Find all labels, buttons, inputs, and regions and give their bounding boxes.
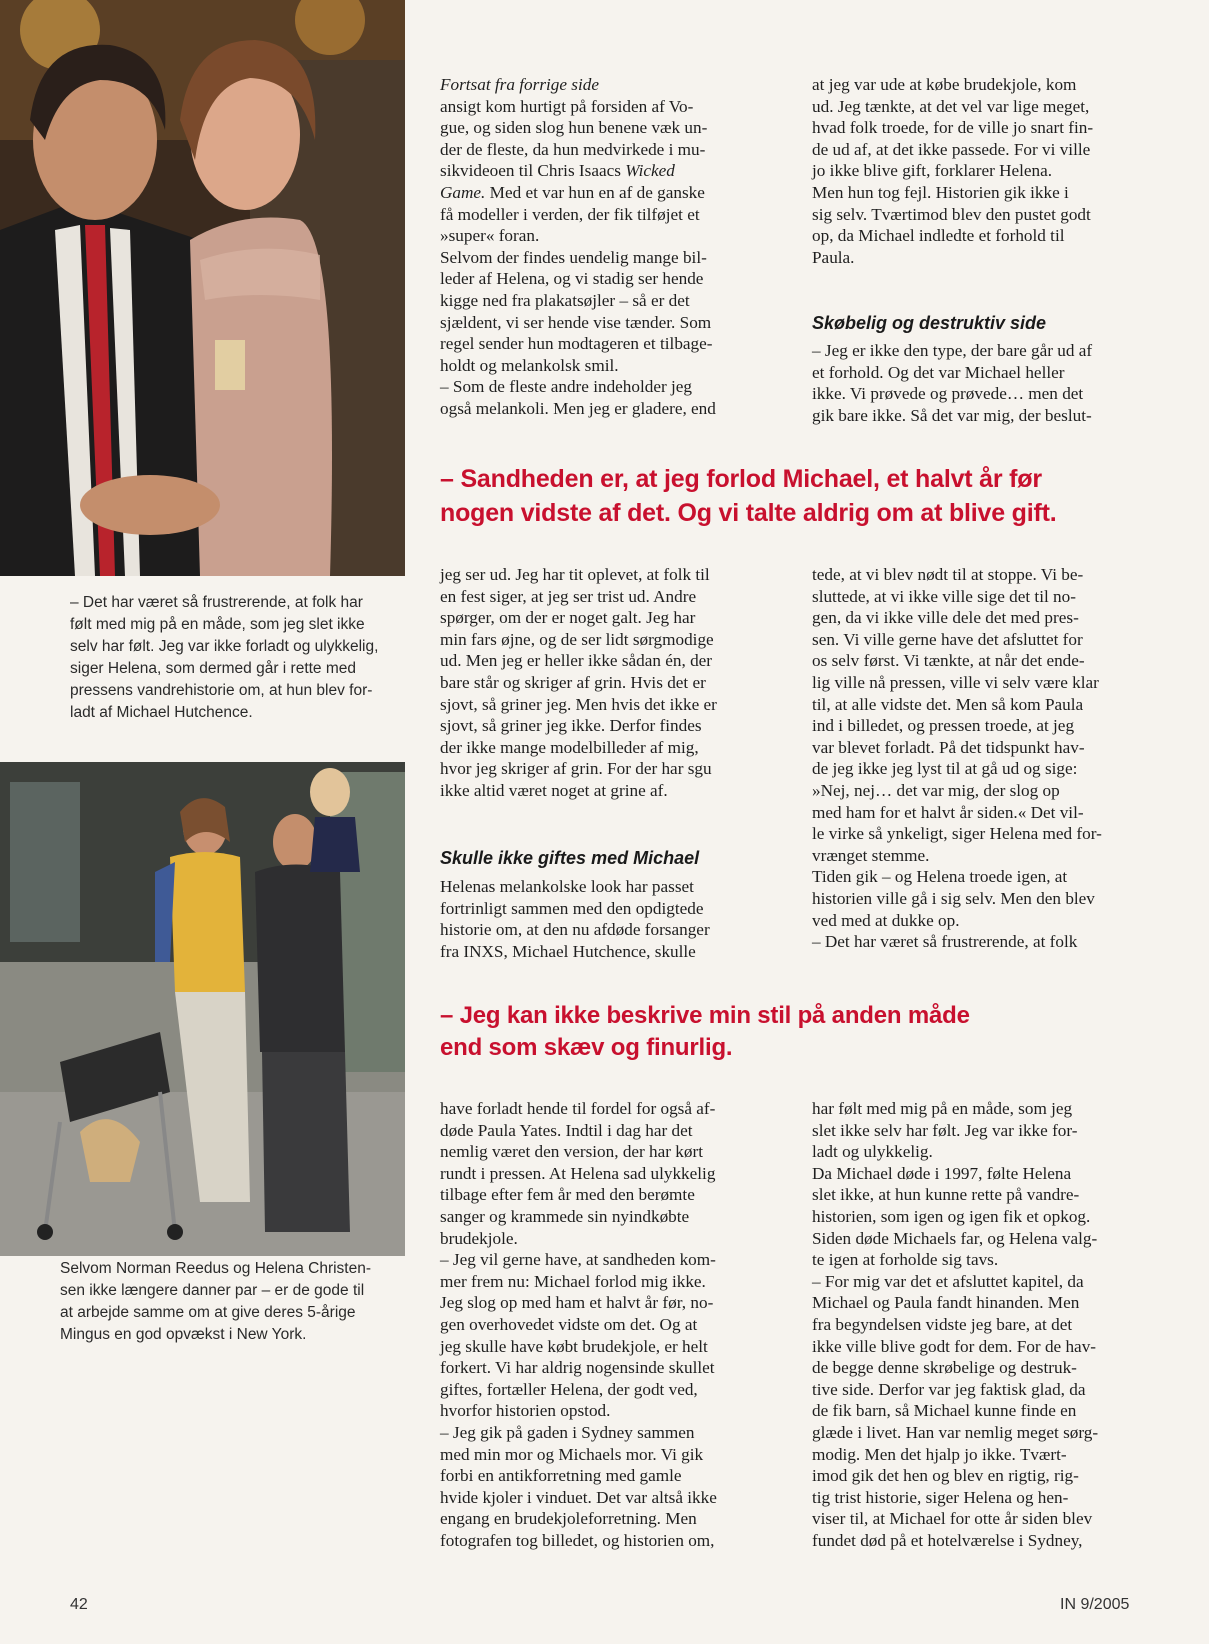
text-line: der ikke mange modelbilleder af mig, <box>440 737 699 757</box>
text-line: ladt og ulykkelig. <box>812 1142 933 1162</box>
text-line: fortrinligt sammen med den opdigtede <box>440 898 704 918</box>
text-line: ikke ville blive godt for dem. For de hav- <box>812 1336 1097 1356</box>
text-line: jeg ser ud. Jeg har tit oplevet, at folk til <box>440 565 710 584</box>
text-line: de fik barn, så Michael kunne finde en <box>812 1401 1077 1421</box>
text-line: kigge ned fra plakatsøjler – så er det <box>440 290 690 310</box>
text-line: Selvom der findes uendelig mange bil- <box>440 247 707 267</box>
text-line: hvorfor historien opstod. <box>440 1401 611 1421</box>
text-line: sanger og krammede sin nyindkøbte <box>440 1206 690 1226</box>
column-2-middle <box>812 564 1148 953</box>
text-line: leder af Helena, og vi stadig ser hende <box>440 269 704 289</box>
text-line: døde Paula Yates. Indtil i dag har det <box>440 1120 693 1140</box>
text-line: bare står og skriger af grin. Hvis det er <box>440 672 706 692</box>
text-line: sjældent, vi ser hende vise tænder. Som <box>440 312 712 332</box>
text-line: viser til, at Michael for otte år siden blev <box>812 1509 1093 1529</box>
text-line: sig selv. Tværtimod blev den pustet godt <box>812 204 1091 224</box>
caption-line: pressens vandrehistorie om, at hun blev for- <box>70 682 373 699</box>
caption-line: Selvom Norman Reedus og Helena Christen- <box>60 1260 372 1277</box>
text-line: sjovt, så griner jeg ikke. Derfor findes <box>440 716 702 736</box>
text-line: jeg skulle have købt brudekjole, er helt <box>440 1336 708 1356</box>
text-line: gen overhovedet vidste om det. Og at <box>440 1314 698 1334</box>
text-line: tive side. Derfor var jeg faktisk glad, da <box>812 1379 1086 1399</box>
caption-line: Mingus en god opvækst i New York. <box>60 1326 307 1343</box>
text-line: gen, da vi ikke ville dele det med pres- <box>812 608 1079 628</box>
column-1-bottom <box>440 1098 778 1551</box>
text-line: tede, at vi blev nødt til at stoppe. Vi be- <box>812 565 1084 584</box>
text-line: gik bare ikke. Så det var mig, der beslut- <box>812 405 1092 425</box>
subhead-1: Skøbelig og destruktiv side <box>812 313 1047 333</box>
text-line: nemlig været den version, der har kørt <box>440 1142 703 1162</box>
text-line: hvide kjoler i vinduet. Det var altså ikke <box>440 1487 717 1507</box>
text-line: slet ikke, at hun kunne rette på vandre- <box>812 1185 1080 1205</box>
text-line: sen. Vi ville gerne have det afsluttet for <box>812 629 1083 649</box>
text-line: – Jeg er ikke den type, der bare går ud af <box>812 341 1093 360</box>
caption-line: selv har følt. Jeg var ikke forladt og ulykkelig, <box>70 638 379 655</box>
text-line: Tiden gik – og Helena troede igen, at <box>812 867 1068 887</box>
text-line: forkert. Vi har aldrig nogensinde skullet <box>440 1358 715 1378</box>
text-line: te igen at forholde sig tavs. <box>812 1250 999 1270</box>
text-line: ved med at dukke op. <box>812 910 960 930</box>
text-line: – For mig var det et afsluttet kapitel, da <box>812 1271 1084 1291</box>
text-line: sjovt, så griner jeg. Men hvis det ikke er <box>440 694 717 714</box>
issue-label: IN 9/2005 <box>1060 1596 1130 1613</box>
text-line: Siden døde Michaels far, og Helena valg- <box>812 1228 1098 1248</box>
text-line: gue, og siden slog hun benene væk un- <box>440 118 708 138</box>
text-line: med min mor og Michaels mor. Vi gik <box>440 1444 704 1464</box>
pull-quote-line: end som skæv og finurlig. <box>440 1034 733 1061</box>
text-line: historien, som igen og igen fik et opkog. <box>812 1206 1091 1226</box>
column-2-top-after <box>812 340 1148 426</box>
text-line: fundet død på et hotelværelse i Sydney, <box>812 1530 1083 1550</box>
text-line: var blevet forladt. På det tidspunkt hav- <box>812 737 1085 757</box>
caption-line: følt med mig på en måde, som jeg slet ikke <box>70 616 365 633</box>
text-line: – Det har været så frustrerende, at folk <box>812 932 1078 952</box>
text-line: holdt og melankolsk smil. <box>440 355 619 375</box>
caption-line: ladt af Michael Hutchence. <box>70 704 253 721</box>
text-line-with-title: Game. Med et var hun en af de ganske <box>440 182 705 202</box>
text-line: le virke så ynkeligt, siger Helena med for- <box>812 824 1102 844</box>
text-line: der de fleste, da hun medvirkede i mu- <box>440 139 706 159</box>
subhead-2: Skulle ikke giftes med Michael <box>440 848 700 868</box>
text-line: – Som de fleste andre indeholder jeg <box>440 377 693 397</box>
text-line: forbi en antikforretning med gamle <box>440 1466 682 1486</box>
text-line: »Nej, nej… det var mig, der slog op <box>812 780 1060 800</box>
text-line: imod gik det hen og blev en rigtig, rig- <box>812 1466 1079 1486</box>
text-line: ansigt kom hurtigt på forsiden af Vo- <box>440 96 694 116</box>
text-line: med ham for et halvt år siden.« Det vil- <box>812 802 1084 822</box>
text-line: rundt i pressen. At Helena sad ulykkelig <box>440 1163 716 1183</box>
caption-line: siger Helena, som dermed går i rette med <box>70 660 357 677</box>
column-2-top <box>812 74 1148 268</box>
pull-quote-line: nogen vidste af det. Og vi talte aldrig om at blive gift. <box>440 499 1057 527</box>
text-line: en fest siger, at jeg ser trist ud. Andre <box>440 586 697 606</box>
text-fragment: sikvideoen til Chris Isaacs <box>440 161 626 181</box>
photo-caption-top <box>70 592 390 724</box>
continued-note: Fortsat fra forrige side <box>440 75 599 94</box>
text-line: min fars øjne, og de ser lidt sørgmodige <box>440 629 714 649</box>
text-line: til, at alle vidste det. Men så kom Paula <box>812 694 1084 714</box>
text-line: Men hun tog fejl. Historien gik ikke i <box>812 182 1069 202</box>
column-1-middle-after <box>440 876 778 962</box>
text-line: os selv først. Vi tænkte, at når det ende- <box>812 651 1085 671</box>
text-line: giftes, fortæller Helena, der godt ved, <box>440 1379 698 1399</box>
page-number: 42 <box>70 1596 88 1613</box>
text-line: at jeg var ude at købe brudekjole, kom <box>812 75 1077 94</box>
pull-quote-2 <box>440 1000 970 1064</box>
text-line: fra begyndelsen vidste jeg bare, at det <box>812 1314 1073 1334</box>
caption-line: sen ikke længere danner par – er de gode til <box>60 1282 365 1299</box>
text-line: hvor jeg skriger af grin. For der har sgu <box>440 759 712 779</box>
text-line: op, da Michael indledte et forhold til <box>812 226 1065 246</box>
text-line: få modeller i verden, der fik tilføjet et <box>440 204 700 224</box>
text-line: – Jeg gik på gaden i Sydney sammen <box>440 1422 695 1442</box>
photo-family <box>0 762 405 1256</box>
pull-quote-line: – Sandheden er, at jeg forlod Michael, et halvt år før <box>440 465 1042 493</box>
text-line: ikke altid været noget at grine af. <box>440 780 668 800</box>
text-line: – Jeg vil gerne have, at sandheden kom- <box>440 1250 716 1270</box>
pull-quote-1 <box>440 462 1056 530</box>
text-line: også melankoli. Men jeg er gladere, end <box>440 398 716 418</box>
text-line: ud. Men jeg er heller ikke sådan én, der <box>440 651 713 671</box>
text-line: ud. Jeg tænkte, at det vel var lige meget, <box>812 96 1090 116</box>
text-line: spørger, om der er noget galt. Jeg har <box>440 608 696 628</box>
photo-caption-bottom <box>60 1258 395 1346</box>
text-line: Da Michael døde i 1997, følte Helena <box>812 1163 1072 1183</box>
text-line: de jeg ikke jeg lyst til at gå ud og sige: <box>812 759 1078 779</box>
text-line: lig ville nå pressen, ville vi selv være klar <box>812 672 1099 692</box>
text-line: modig. Men det hjalp jo ikke. Tvært- <box>812 1444 1067 1464</box>
text-line: fra INXS, Michael Hutchence, skulle <box>440 941 696 961</box>
text-line: de ud af, at det ikke passede. For vi ville <box>812 139 1091 159</box>
text-line: de begge denne skrøbelige og destruk- <box>812 1358 1077 1378</box>
text-line: Paula. <box>812 247 855 267</box>
text-line: brudekjole. <box>440 1228 518 1248</box>
text-line: fotografen tog billedet, og historien om, <box>440 1530 715 1550</box>
text-line: Jeg slog op med ham et halvt år før, no- <box>440 1293 714 1313</box>
text-line: engang en brudekjoleforretning. Men <box>440 1509 697 1529</box>
text-line: regel sender hun modtageren et tilbage- <box>440 334 713 354</box>
text-line: et forhold. Og det var Michael heller <box>812 362 1065 382</box>
text-line: slet ikke selv har følt. Jeg var ikke for- <box>812 1120 1078 1140</box>
text-line: have forladt hende til fordel for også af- <box>440 1099 716 1118</box>
text-line-with-title <box>440 160 778 182</box>
column-1-middle <box>440 564 778 802</box>
song-title-part-1: Wicked <box>625 161 675 181</box>
text-line: vrænget stemme. <box>812 845 930 865</box>
text-line: Michael og Paula fandt hinanden. Men <box>812 1293 1080 1313</box>
text-line: ikke. Vi prøvede og prøvede… men det <box>812 384 1084 404</box>
text-line: jo ikke blive gift, forklarer Helena. <box>812 161 1053 181</box>
text-line: tilbage efter fem år med den berømte <box>440 1185 695 1205</box>
text-line: »super« foran. <box>440 226 540 246</box>
text-line: sluttede, at vi ikke ville sige det til no- <box>812 586 1076 606</box>
song-title-part-2: Game. <box>440 182 486 202</box>
caption-line: – Det har været så frustrerende, at folk har <box>70 594 363 611</box>
column-1-top <box>440 74 778 420</box>
text-line: historie om, at den nu afdøde forsanger <box>440 920 710 940</box>
text-line: glæde i livet. Han var nemlig meget sørg- <box>812 1422 1099 1442</box>
caption-line: at arbejde samme om at give deres 5-årige <box>60 1304 356 1321</box>
column-2-bottom <box>812 1098 1148 1551</box>
text-line: tig trist historie, siger Helena og hen- <box>812 1487 1069 1507</box>
text-line: har følt med mig på en måde, som jeg <box>812 1099 1073 1118</box>
text-line: historien ville gå i sig selv. Men den blev <box>812 888 1095 908</box>
text-line: Helenas melankolske look har passet <box>440 877 694 896</box>
text-line: ind i billedet, og pressen troede, at jeg <box>812 716 1075 736</box>
text-line: mer frem nu: Michael forlod mig ikke. <box>440 1271 706 1291</box>
photo-couple <box>0 0 405 576</box>
pull-quote-line: – Jeg kan ikke beskrive min stil på anden måde <box>440 1002 970 1029</box>
text-line: hvad folk troede, for de ville jo snart fin- <box>812 118 1094 138</box>
